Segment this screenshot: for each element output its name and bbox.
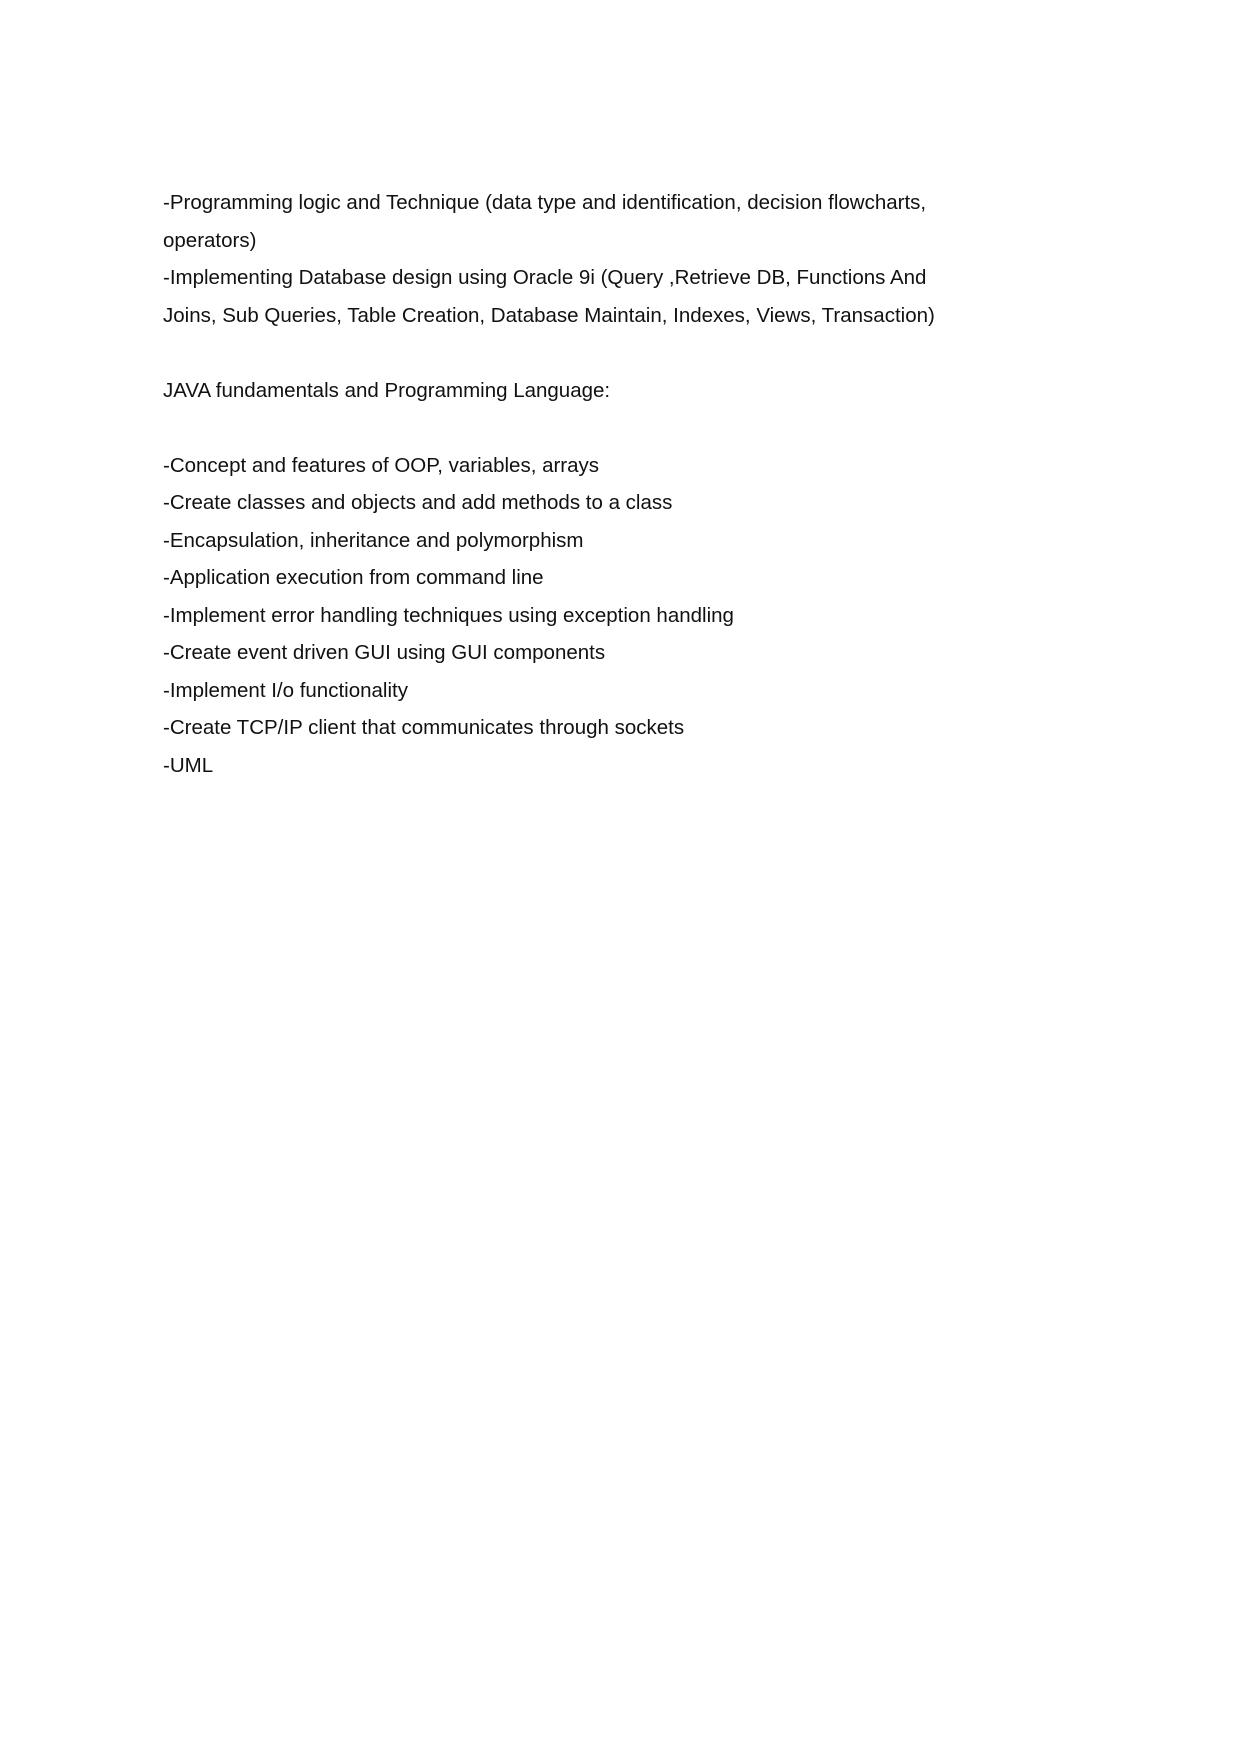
- spacer: [163, 409, 1023, 447]
- list-item: -Concept and features of OOP, variables, arrays: [163, 453, 600, 477]
- list-item: -Create classes and objects and add methods to a class: [163, 491, 673, 514]
- intro-line: operators): [163, 228, 257, 252]
- list-item: -Application execution from command line: [163, 566, 544, 589]
- list-item: -Create TCP/IP client that communicates through sockets: [163, 716, 685, 739]
- list-item: -Implement I/o functionality: [163, 678, 408, 702]
- list-item: -Encapsulation, inheritance and polymorphism: [163, 528, 584, 552]
- intro-line: -Implementing Database design using Oracle 9i (Query ,Retrieve DB, Functions And: [163, 266, 927, 289]
- java-heading: JAVA fundamentals and Programming Language:: [163, 378, 611, 402]
- intro-line: -Programming logic and Technique (data type and identification, decision flowcharts,: [163, 191, 927, 214]
- list-item: -UML: [163, 753, 214, 777]
- intro-paragraph: [163, 184, 1023, 334]
- intro-line: Joins, Sub Queries, Table Creation, Database Maintain, Indexes, Views, Transaction): [163, 303, 935, 327]
- java-topic-list: [163, 447, 1023, 785]
- list-item: -Implement error handling techniques using exception handling: [163, 603, 734, 627]
- list-item: -Create event driven GUI using GUI components: [163, 641, 606, 664]
- document-body: [163, 184, 1023, 784]
- spacer: [163, 334, 1023, 372]
